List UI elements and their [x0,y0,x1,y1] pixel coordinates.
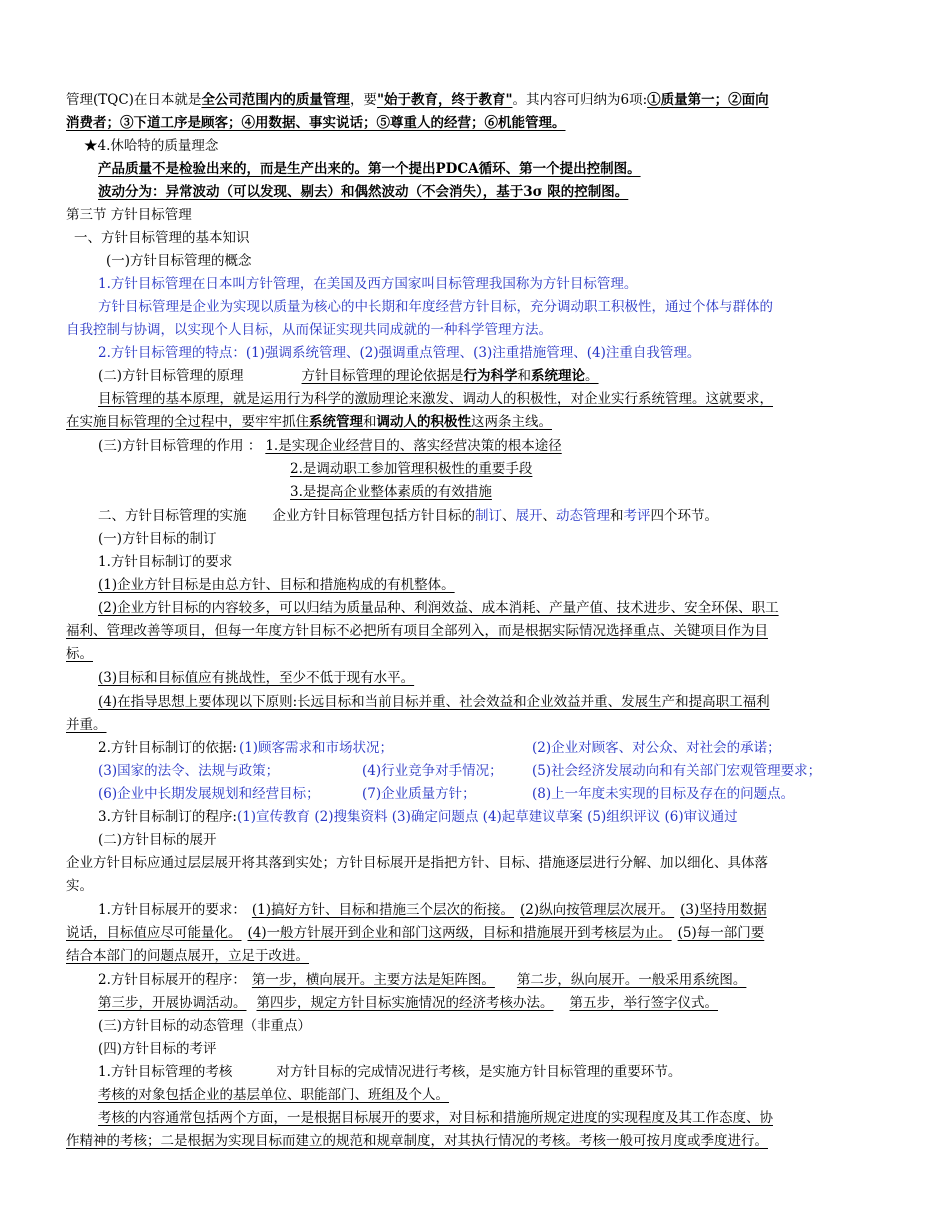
basis-item: (2)企业对顾客、对公众、对社会的承诺； [532,740,781,756]
deployment-body-2: 实。 [66,878,93,894]
requirement-item: (4)一般方针展开到企业和部门这两级，目标和措施展开到考核层为止。 [247,925,672,941]
term: 动态管理 [556,508,610,524]
line-tqc [66,90,769,112]
deployment-procedure-1 [98,970,746,992]
shewhart-point-1: 产品质量不是检验出来的，而是生产出来的。第一个提出PDCA循环、第一个提出控制图。 [98,161,641,177]
term: 考评 [623,508,651,524]
procedure-step: 第三步，开展协调活动。 [98,995,247,1011]
deployment-heading: (二)方针目标的展开 [98,832,217,848]
procedure-heading: 3.方针目标制订的程序: [98,809,237,825]
basis-item: (4)行业竞争对手情况； [362,763,503,779]
requirements-heading: 1.方针目标展开的要求： [98,902,246,918]
concept-line-1: 1.方针目标管理在日本叫方针管理，在美国及西方国家叫目标管理我国称为方针目标管理。 [98,276,638,292]
text: 和 [610,508,624,524]
basis-line-1 [98,738,393,760]
deployment-requirements-2 [66,923,764,945]
requirement-item: (5)每一部门要 [677,925,765,941]
requirement-item: (3)目标和目标值应有挑战性，至少不低于现有水平。 [98,670,415,686]
dynamic-management-heading: (三)方针目标的动态管理（非重点） [98,1018,312,1034]
procedure-steps: (1)宣传教育 (2)搜集资料 (3)确定问题点 (4)起草建议草案 (5)组织评议 (6)审议通过 [236,809,738,825]
role-heading: (三)方针目标管理的作用 ： [98,438,262,454]
role-item: 3.是提高企业整体素质的有效措施 [290,484,492,500]
text: 和 [517,368,532,384]
emphasis: 系统管理 [309,414,363,430]
text: ，要 [349,92,377,108]
requirement-item: (2)企业方针目标的内容较多，可以归结为质量品种、利润效益、成本消耗、产量产值、技术进步、安全环保、职工 [98,600,779,616]
basis-item: (8)上一年度未实现的目标及存在的问题点。 [532,786,795,802]
requirement-item: (3)坚持用数据 [680,902,767,918]
basis-heading: 2.方针目标制订的依据: [98,740,237,756]
emphasis: 调动人的积极性 [376,414,471,430]
text: 管理(TQC)在日本就是 [66,92,202,108]
subsection-title: 一、方针目标管理的基本知识 [74,230,250,246]
term: 展开 [515,508,543,524]
implementation-heading: 二、方针目标管理的实施 [98,508,247,524]
text: 。其内容可归纳为6项: [512,92,648,108]
principle-body-2 [66,412,552,434]
role-item: 1.是实现企业经营目的、落实经营决策的根本途径 [265,438,562,454]
requirement-item-cont: 并重。 [66,717,107,733]
heading-text: 4.休哈特的质量理念 [97,138,219,154]
implementation-line [98,506,718,528]
principle-heading: (二)方针目标管理的原理 [98,368,244,384]
formulation-heading: (一)方针目标的制订 [98,531,217,547]
requirement-item: (1)搞好方针、目标和措施三个层次的衔接。 [251,902,515,918]
section-title: 第三节 方针目标管理 [66,207,192,223]
text: 方针目标管理的理论依据是 [301,368,464,384]
shewhart-point-2: 波动分为：异常波动（可以发现、剔去）和偶然波动（不会消失），基于3σ 限的控制图。 [98,184,629,200]
principle-line [98,366,599,388]
procedure-step: 第一步，横向展开。主要方法是矩阵图。 [251,972,495,988]
basis-item: (5)社会经济发展动向和有关部门宏观管理要求； [532,763,822,779]
procedure-step: 第五步，举行签字仪式。 [569,995,718,1011]
text: 这两条主线。 [471,414,552,430]
text: 对方针目标的完成情况进行考核，是实施方针目标管理的重要环节。 [276,1064,682,1080]
emphasis: 系统理论 [531,368,586,384]
emphasis: 行为科学 [463,368,518,384]
text: 。 [585,368,599,384]
text: 四个环节。 [650,508,718,524]
features-line: 2.方针目标管理的特点：(1)强调系统管理、(2)强调重点管理、(3)注重措施管理、(4)注重自我管理。 [98,345,701,361]
emphasis: 全公司范围内的质量管理 [201,92,350,108]
basis-item: (6)企业中长期发展规划和经营目标； [98,786,320,802]
role-item: 2.是调动职工参加管理积极性的重要手段 [290,461,533,477]
evaluation-content-1: 考核的内容通常包括两个方面，一是根据目标展开的要求，对目标和措施所规定进度的实现程度及其工作态度、协 [98,1110,773,1126]
principle-body-1: 目标管理的基本原理，就是运用行为科学的激励理论来激发、调动人的积极性，对企业实行系统管理。这就要求， [98,391,773,407]
procedure-step: 第四步，规定方针目标实施情况的经济考核办法。 [256,995,554,1011]
deployment-procedure-2 [98,993,718,1015]
text: 在实施目标管理的全过程中，要牢牢抓住 [66,414,309,430]
requirement-item-cont: 说话，目标值应尽可能量化。 [66,925,242,941]
requirement-item: (2)纵向按管理层次展开。 [520,902,675,918]
procedure-line [98,807,738,829]
line-tqc-items: 消费者；③下道工序是顾客；④用数据、事实说话；⑤尊重人的经营；⑥机能管理。 [66,115,566,131]
evaluation-objects: 考核的对象包括企业的基层单位、职能部门、班组及个人。 [98,1087,449,1103]
basis-item: (7)企业质量方针； [362,786,476,802]
role-line-1 [98,436,562,458]
evaluation-subheading: 1.方针目标管理的考核 [98,1064,233,1080]
procedure-heading: 2.方针目标展开的程序： [98,972,246,988]
requirement-item: (1)企业方针目标是由总方针、目标和措施构成的有机整体。 [98,577,455,593]
evaluation-line [98,1062,681,1084]
text: 企业方针目标管理包括方针目标的 [272,508,475,524]
deployment-requirements-1 [98,900,767,922]
text: 、 [542,508,556,524]
concept-line-3: 自我控制与协调，以实现个人目标，从而保证实现共同成就的一种科学管理方法。 [66,322,552,338]
basis-item: (3)国家的法令、法规与政策； [98,763,280,779]
requirement-item-cont: 福利、管理改善等项目，但每一年度方针目标不必把所有项目全部列入，而是根据实际情况选择重点、关键项目作为目 [66,623,768,639]
concept-heading: (一)方针目标管理的概念 [106,253,252,269]
procedure-step: 第二步，纵向展开。一般采用系统图。 [516,972,747,988]
heading-shewhart [84,136,218,158]
text: 、 [502,508,516,524]
evaluation-heading: (四)方针目标的考评 [98,1041,217,1057]
deployment-body-1: 企业方针目标应通过层层展开将其落到实处；方针目标展开是指把方针、目标、措施逐层进行分解、加以细化、具体落 [66,855,768,871]
basis-item: (1)顾客需求和市场状况； [238,740,394,756]
formulation-requirements-heading: 1.方针目标制订的要求 [98,554,233,570]
emphasis: ①质量第一；②面向 [647,92,769,108]
requirement-item: (4)在指导思想上要体现以下原则:长远目标和当前目标并重、社会效益和企业效益并重、发展生产和提高职工福利 [98,694,770,710]
requirement-item-cont: 标。 [66,646,93,662]
concept-line-2: 方针目标管理是企业为实现以质量为核心的中长期和年度经营方针目标，充分调动职工积极性，通过个体与群体的 [98,299,773,315]
evaluation-content-2: 作精神的考核；二是根据为实现目标而建立的规范和规章制度，对其执行情况的考核。考核一般可按月度或季度进行。 [66,1133,768,1149]
term: 制订 [475,508,502,524]
emphasis: "始于教育，终于教育" [376,92,513,108]
text: 和 [363,414,377,430]
star-icon: ★ [84,138,98,154]
deployment-requirements-3: 结合本部门的问题点展开，立足于改进。 [66,948,309,964]
